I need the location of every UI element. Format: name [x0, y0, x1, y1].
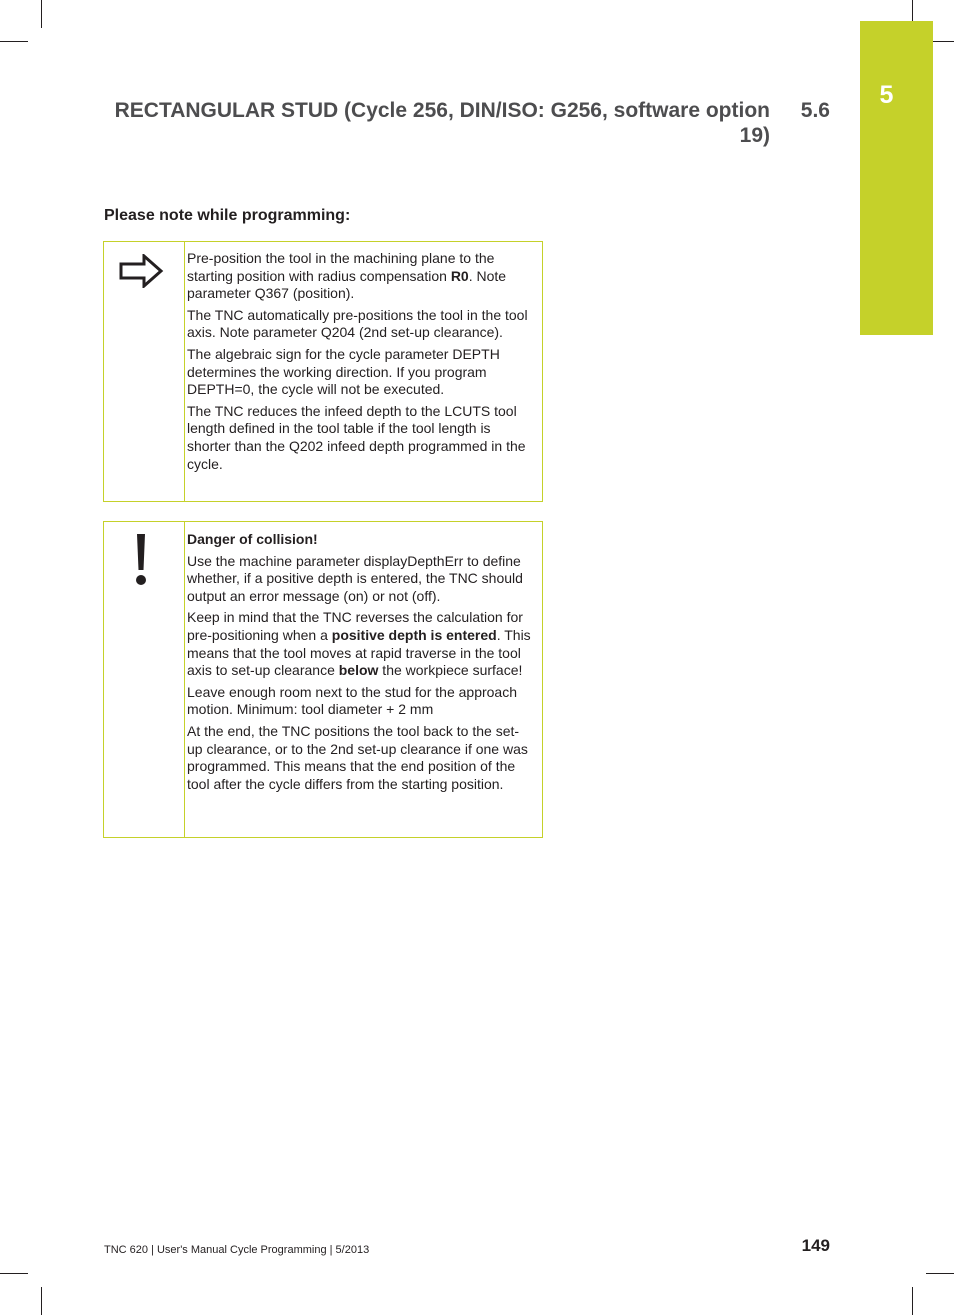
crop-mark [912, 1287, 913, 1315]
footer-text: TNC 620 | User's Manual Cycle Programming | 5/2013 [104, 1244, 370, 1256]
danger-text [187, 522, 542, 801]
exclamation-icon [118, 532, 164, 592]
note-paragraph: The algebraic sign for the cycle parameter DEPTH determines the working direction. If you program DEPTH=0, the cycle will not be executed. [187, 345, 500, 398]
crop-mark [926, 1273, 954, 1274]
crop-mark [0, 1273, 28, 1274]
note-paragraph: The TNC reduces the infeed depth to the LCUTS tool length defined in the tool table if the tool length is shorter than the Q202 infeed depth programmed in the cycle. [187, 402, 526, 472]
running-header-section: 5.6 [800, 99, 830, 122]
note-text [187, 242, 542, 481]
danger-paragraph: Use the machine parameter displayDepthErr to define whether, if a positive depth is entered, the TNC should output an error message (on) or not (off). [187, 552, 523, 604]
danger-paragraph: Leave enough room next to the stud for the approach motion. Minimum: tool diameter + 2 mm [187, 683, 518, 718]
note-paragraph: Pre-position the tool in the machining plane to the starting position with radius compensation R0. Note parameter Q367 (position). [187, 250, 507, 302]
bold-term: positive depth is entered [331, 626, 497, 643]
section-subheading: Please note while programming: [104, 207, 351, 224]
crop-mark [41, 1287, 42, 1315]
note-icon-column [104, 242, 185, 501]
crop-mark [41, 0, 42, 28]
note-paragraph: The TNC automatically pre-positions the tool in the tool axis. Note parameter Q204 (2nd set-up clearance). [187, 306, 528, 341]
chapter-tab [860, 21, 933, 335]
arrow-right-icon [118, 254, 164, 288]
chapter-number: 5 [879, 81, 894, 109]
danger-paragraph: Keep in mind that the TNC reverses the calculation for pre-positioning when a positive depth is entered. This means that the tool moves at rapid traverse in the tool axis to set-up clearance below the workpiece surface! [187, 609, 531, 679]
bold-term: R0 [450, 267, 469, 284]
danger-paragraph: At the end, the TNC positions the tool back to the set-up clearance, or to the 2nd set-up clearance if one was programmed. This means that the end position of the tool after the cycle differs from the starting position. [187, 722, 528, 792]
bold-term: below [338, 662, 379, 679]
danger-icon-column [104, 522, 185, 837]
note-box [103, 241, 543, 502]
crop-mark [0, 41, 28, 42]
running-header-title: RECTANGULAR STUD (Cycle 256, DIN/ISO: G256, software option 19) [114, 99, 770, 147]
danger-title: Danger of collision! [187, 531, 318, 547]
page-number: 149 [801, 1236, 830, 1255]
danger-box [103, 521, 543, 838]
